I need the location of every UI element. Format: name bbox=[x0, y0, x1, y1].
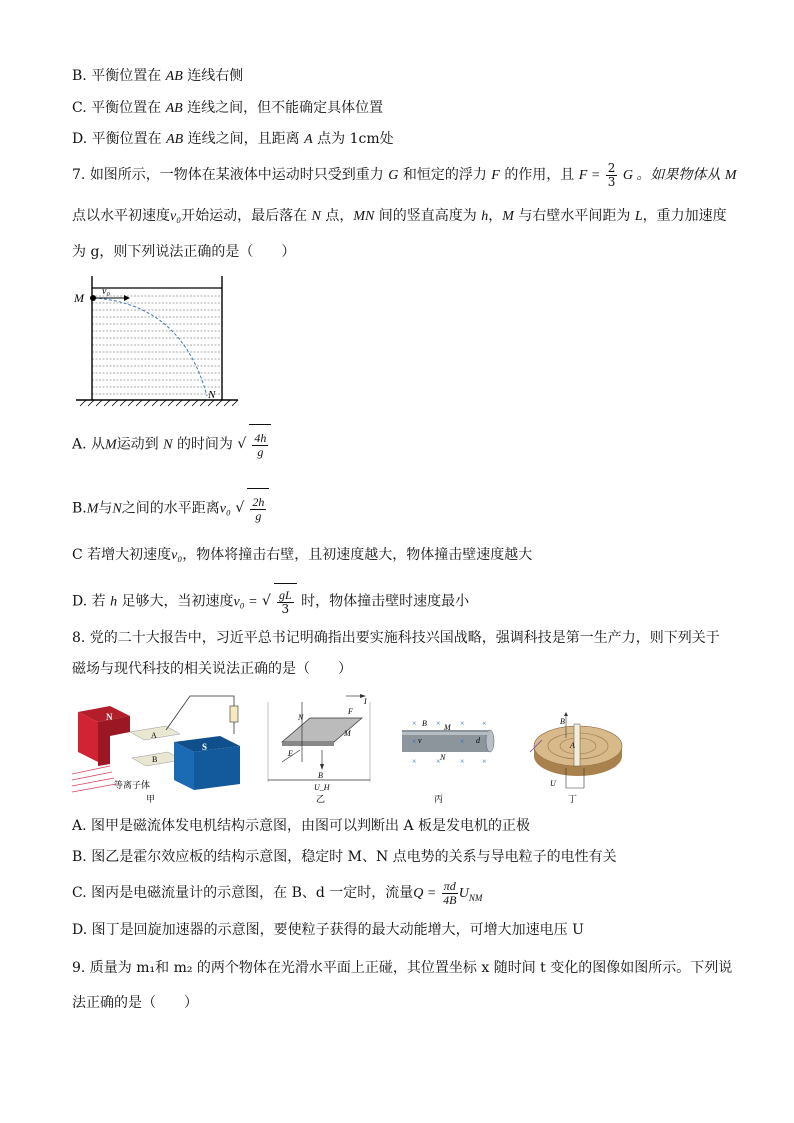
svg-text:d: d bbox=[476, 736, 480, 745]
svg-text:B: B bbox=[422, 719, 427, 728]
svg-text:丙: 丙 bbox=[434, 794, 444, 804]
liquid-hatch bbox=[92, 288, 222, 394]
svg-text:×: × bbox=[412, 719, 417, 728]
svg-text:U: U bbox=[550, 779, 556, 788]
fraction-2-3: $\frac{2}{3}$ bbox=[607, 160, 616, 189]
svg-text:B: B bbox=[318, 771, 323, 780]
svg-text:B: B bbox=[152, 755, 158, 764]
q8-stem-line1: 8. 党的二十大报告中，习近平总书记明确指出要实施科技兴国战略，强调科技是第一生产力，则下列关于 bbox=[72, 630, 720, 646]
svg-text:×: × bbox=[412, 757, 417, 766]
q6-option-b: B. 平衡位置在 AB 连线右侧 bbox=[72, 68, 244, 84]
svg-text:S: S bbox=[202, 742, 208, 752]
q9-stem-line2: 法正确的是（ ） bbox=[72, 995, 198, 1011]
q7-stem-line1: 7. 如图所示，一物体在某液体中运动时只受到重力 G 和恒定的浮力 F 的作用，且 F = $\frac{2}{3}$ G 。如果物体从 M bbox=[72, 160, 737, 189]
label-v0: v₀ bbox=[102, 286, 110, 297]
svg-text:×: × bbox=[482, 719, 487, 728]
svg-text:甲: 甲 bbox=[146, 794, 156, 804]
svg-text:丁: 丁 bbox=[568, 794, 578, 804]
label-n: N bbox=[208, 389, 216, 401]
q8-option-b: B. 图乙是霍尔效应板的结构示意图，稳定时 M、N 点电势的关系与导电粒子的电性有关 bbox=[72, 849, 617, 865]
svg-text:I: I bbox=[364, 697, 367, 706]
q6-option-c: C. 平衡位置在 AB 连线之间，但不能确定具体位置 bbox=[72, 100, 384, 116]
q7-option-d: D. 若 h 足够大，当初速度v₀ = √ $\frac{gL}{3}$ 时，物体撞击壁时速度最小 bbox=[72, 583, 469, 621]
svg-text:×: × bbox=[460, 757, 465, 766]
q8-option-a: A. 图甲是磁流体发电机结构示意图，由图可以判断出 A 板是发电机的正极 bbox=[72, 818, 531, 834]
q7-option-b: B.M与N之间的水平距离v₀ √ $\frac{2h}{g}$ bbox=[72, 488, 269, 530]
q6-option-d: D. 平衡位置在 AB 连线之间，且距离 A 点为 1cm处 bbox=[72, 131, 394, 147]
q7-option-a: A. 从M运动到 N 的时间为 √ $\frac{4h}{g}$ bbox=[72, 424, 271, 466]
q8-option-c: C. 图丙是电磁流量计的示意图，在 B、d 一定时，流量Q = $\frac{\pi d}{4B}$ $U_{NM}$ bbox=[72, 878, 483, 907]
svg-text:M: M bbox=[344, 729, 351, 738]
sqrt-4h-g: √ $\frac{4h}{g}$ bbox=[237, 424, 271, 465]
svg-text:×: × bbox=[482, 757, 487, 766]
q7-figure-tank bbox=[72, 272, 242, 412]
svg-text:×: × bbox=[436, 719, 441, 728]
svg-text:×: × bbox=[460, 737, 465, 746]
svg-text:A: A bbox=[151, 731, 157, 740]
svg-text:×: × bbox=[436, 757, 441, 766]
svg-text:U_H: U_H bbox=[314, 783, 330, 792]
svg-text:等离子体: 等离子体 bbox=[114, 780, 151, 790]
svg-text:F: F bbox=[348, 707, 353, 716]
q8-option-d: D. 图丁是回旋加速器的示意图，要使粒子获得的最大动能增大，可增大加速电压 U bbox=[72, 922, 584, 938]
q7-stem-line3: 为 g，则下列说法正确的是（ ） bbox=[72, 244, 296, 260]
svg-text:×: × bbox=[412, 737, 417, 746]
svg-text:E: E bbox=[288, 749, 293, 758]
label-m: M bbox=[74, 291, 84, 305]
trajectory-path bbox=[94, 298, 207, 396]
q8-figure-bing bbox=[396, 716, 502, 806]
svg-text:M: M bbox=[444, 723, 451, 732]
svg-text:v: v bbox=[418, 736, 422, 745]
sqrt-gl-3: √ $\frac{gL}{3}$ bbox=[262, 583, 297, 620]
q9-stem-line1: 9. 质量为 m₁和 m₂ 的两个物体在光滑水平面上正碰，其位置坐标 x 随时间 t 变化的图像如图所示。下列说 bbox=[72, 960, 733, 976]
fraction-pid-4b: $\frac{\pi d}{4B}$ bbox=[443, 878, 457, 907]
svg-text:N: N bbox=[106, 712, 113, 722]
sqrt-2h-g: √ $\frac{2h}{g}$ bbox=[235, 488, 269, 529]
q8-stem-line2: 磁场与现代科技的相关说法正确的是（ ） bbox=[72, 661, 352, 677]
svg-text:N: N bbox=[440, 753, 446, 762]
svg-text:N: N bbox=[298, 713, 304, 722]
svg-text:B: B bbox=[560, 717, 565, 726]
q8-figure-yi bbox=[262, 692, 380, 806]
svg-text:A: A bbox=[570, 741, 575, 750]
q8-figure-jia bbox=[70, 692, 250, 806]
q7-stem-line2: 点以水平初速度v₀开始运动，最后落在 N 点，MN 间的竖直高度为 h，M 与右壁水平间距为 L，重力加速度 bbox=[72, 208, 727, 224]
q7-option-c: C 若增大初速度v₀，物体将撞击右壁，且初速度越大，物体撞击壁速度越大 bbox=[72, 547, 533, 563]
svg-text:×: × bbox=[460, 719, 465, 728]
svg-text:乙: 乙 bbox=[316, 794, 326, 804]
q8-figure-ding bbox=[522, 712, 632, 806]
